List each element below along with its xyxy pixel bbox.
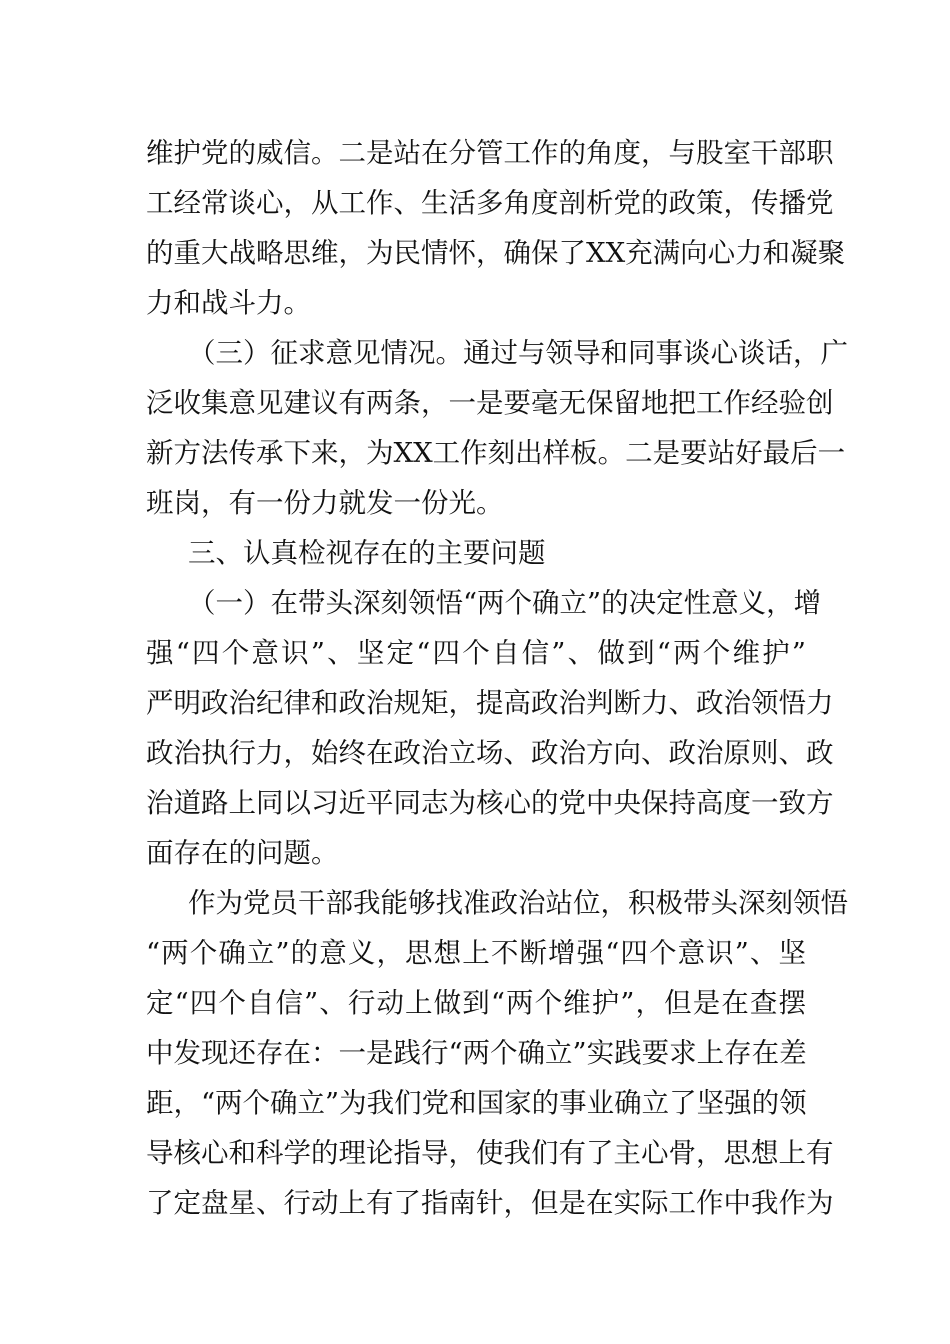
text-line: 导核心和科学的理论指导，使我们有了主心骨，思想上有 (146, 1137, 834, 1169)
text-line: 中发现还存在：一是践行“两个确立”实践要求上存在差 (146, 1037, 807, 1069)
text-line: 维护党的威信。二是站在分管工作的角度，与股室干部职 (146, 137, 834, 169)
text-line: 力和战斗力。 (146, 287, 311, 319)
section-heading: 三、认真检视存在的主要问题 (188, 537, 546, 569)
text-line: 的重大战略思维，为民情怀，确保了XX充满向心力和凝聚 (146, 237, 846, 269)
text-line: 了定盘星、行动上有了指南针，但是在实际工作中我作为 (146, 1187, 834, 1219)
text-line: 距，“两个确立”为我们党和国家的事业确立了坚强的领 (146, 1087, 807, 1119)
subsection-heading-line: （一）在带头深刻领悟“两个确立”的决定性意义，增 (188, 587, 822, 619)
text-line: 新方法传承下来，为XX工作刻出样板。二是要站好最后一 (146, 437, 846, 469)
text-line: 强“四个意识”、坚定“四个自信”、做到“两个维护” (146, 637, 806, 669)
text-line: 治道路上同以习近平同志为核心的党中央保持高度一致方 (146, 787, 834, 819)
text-line: 定“四个自信”、行动上做到“两个维护”，但是在查摆 (146, 987, 806, 1019)
text-line: 泛收集意见建议有两条，一是要毫无保留地把工作经验创 (146, 387, 834, 419)
section-heading-line: （三）征求意见情况。通过与领导和同事谈心谈话，广 (188, 337, 848, 369)
text-line: 政治执行力，始终在政治立场、政治方向、政治原则、政 (146, 737, 834, 769)
text-line: 严明政治纪律和政治规矩，提高政治判断力、政治领悟力 (146, 687, 834, 719)
text-line: 班岗，有一份力就发一份光。 (146, 487, 504, 519)
text-line: 面存在的问题。 (146, 837, 339, 869)
text-line: 作为党员干部我能够找准政治站位，积极带头深刻领悟 (188, 887, 848, 919)
text-line: “两个确立”的意义，思想上不断增强“四个意识”、坚 (146, 937, 806, 969)
text-line: 工经常谈心，从工作、生活多角度剖析党的政策，传播党 (146, 187, 834, 219)
